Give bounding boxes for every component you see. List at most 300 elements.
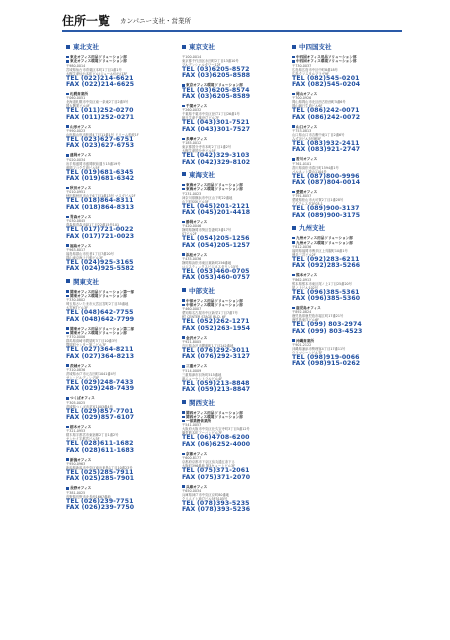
address-line: 熊本県熊本市東区尾ノ上1丁目25番20号: [292, 281, 352, 286]
address-line: クリエイト神戸ビル5F5105号: [182, 496, 228, 501]
address-line: 栃木県宇都宮市東宿郷2丁目1番2号: [66, 433, 119, 438]
telephone-number: TEL (075)371-2061: [182, 467, 250, 475]
fax-number: FAX (076)292-3127: [182, 353, 251, 361]
address-line: 静岡県静岡市葵区吾妻町3番17号: [182, 228, 232, 233]
office-name: 多摩オフィス: [186, 136, 208, 141]
office-name: 愛媛オフィス: [296, 190, 318, 195]
telephone-number: TEL (028)611-1682: [66, 440, 134, 448]
postal-code: 〒060-0051: [66, 96, 86, 101]
address-line: 北海道札幌市中央区南一条東2丁目2番5号: [66, 100, 129, 105]
postal-code: 〒514-0009: [182, 368, 202, 373]
fax-number: FAX (019)681-6342: [66, 175, 135, 183]
telephone-number: TEL (024)925-3165: [66, 258, 134, 266]
square-bullet-icon: [66, 279, 70, 283]
office-name: 千葉オフィス: [186, 104, 208, 109]
office-entry: [66, 290, 181, 323]
address-line: 福島県郡山市長者1丁目7番20号: [66, 251, 114, 256]
fax-number: FAX (048)642-7799: [66, 315, 135, 323]
postal-code: 〒435-0036: [182, 256, 202, 261]
office-name: 兵庫オフィス: [186, 484, 208, 489]
square-bullet-icon: [182, 453, 185, 456]
office-name: 関東オフィス環境ソリューション部: [70, 293, 127, 298]
office-entry: [292, 92, 407, 121]
square-bullet-icon: [66, 364, 69, 367]
address-line: 広島クリスタルプラザ9F: [292, 71, 329, 76]
address-line: 山下町SSKビル5F: [182, 199, 209, 204]
fax-number: FAX (089)900-3175: [292, 211, 361, 219]
address-line: 国大興業ビル4F: [66, 104, 90, 109]
fax-number: FAX (092)283-5266: [292, 262, 361, 270]
office-name: 盛岡オフィス: [70, 153, 92, 158]
square-bullet-icon: [292, 226, 296, 230]
square-bullet-icon: [182, 45, 186, 49]
square-bullet-icon: [66, 290, 69, 293]
address-line: 岡山県岡山市北区西古松西町5番6号: [292, 100, 346, 105]
office-name: 山形オフィス: [70, 124, 92, 129]
office-name: 鹿児島オフィス: [296, 305, 321, 310]
office-entry: [182, 183, 297, 216]
postal-code: 〒892-0824: [292, 310, 312, 315]
address-line: 京都府京都市下京区烏丸通五条下る: [182, 460, 235, 465]
address-line: 神奈川県横浜市中区山下町22番地: [182, 195, 233, 200]
square-bullet-icon: [182, 336, 185, 339]
office-entry: [66, 125, 181, 150]
fax-number: FAX (045)201-4418: [182, 208, 251, 216]
telephone-number: TEL (029)857-7701: [66, 407, 134, 415]
office-name: 関東オフィス用品ソリューション第二部: [70, 326, 135, 331]
telephone-number: TEL (042)329-3103: [182, 152, 250, 160]
fax-number: FAX (03)6205-8588: [182, 72, 251, 80]
office-name: 東海オフィス環境ソリューション部: [186, 187, 243, 192]
region-heading: [66, 277, 181, 286]
office-entry: [66, 425, 181, 454]
office-name: 岡山オフィス: [296, 92, 318, 96]
square-bullet-icon: [66, 458, 69, 461]
address-line: 広島県広島市中区中町8番18号: [292, 67, 338, 72]
square-bullet-icon: [292, 237, 295, 240]
postal-code: 〒980-0014: [66, 63, 86, 68]
square-bullet-icon: [66, 487, 69, 490]
address-line: 東京都千代田区永田町2丁目13番10号: [182, 59, 239, 63]
fax-number: FAX (028)611-1683: [66, 446, 135, 454]
square-bullet-icon: [66, 244, 69, 247]
postal-code: 〒305-0025: [66, 400, 86, 405]
postal-code: 〒020-0034: [66, 157, 86, 162]
office-name: 京都オフィス: [186, 451, 208, 456]
address-line: 大宮MTビル3F: [66, 306, 89, 311]
postal-code: 〒260-0032: [182, 108, 202, 113]
postal-code: 〒321-0953: [66, 429, 86, 434]
address-line: 福岡県福岡市博多区上呉服町10番1号: [292, 248, 348, 253]
address-line: ウラマシーンビル7F: [292, 350, 323, 355]
column-3: [292, 38, 407, 371]
fax-number: FAX (018)864-8313: [66, 203, 135, 211]
postal-code: 〒185-0012: [182, 141, 202, 146]
square-bullet-icon: [66, 93, 69, 96]
region-name: 東北支社: [73, 43, 99, 51]
region-name: 関東支社: [73, 277, 99, 286]
office-entry: [66, 486, 181, 511]
office-name: 関東オフィス環境ソリューション部: [70, 330, 127, 335]
address-line: ロジスティックスビジネスタウン15号: [182, 264, 239, 269]
address-line: 茨城県水戸市元吉田町1041番4号: [66, 371, 117, 376]
address-line: 鹿児島県鹿児島市堀江町17番21号: [292, 314, 344, 319]
square-bullet-icon: [292, 125, 295, 128]
office-entry: [182, 83, 297, 100]
square-bullet-icon: [182, 138, 185, 141]
address-line: 郡山東京海上日動ビル3F: [66, 255, 103, 260]
office-entry: [66, 364, 181, 393]
fax-number: FAX (059)213-8847: [182, 386, 251, 394]
office-name: 中四国オフィス環境ソリューション部: [296, 59, 357, 64]
telephone-number: TEL (087)800-9996: [292, 172, 360, 180]
telephone-number: TEL (083)932-2411: [292, 140, 360, 147]
office-name: 東海オフィス用品ソリューション部: [186, 182, 243, 187]
address-line: 尾ノ上ビル102号: [292, 285, 319, 290]
column-2: [182, 38, 297, 517]
postal-code: 〒730-0037: [292, 63, 312, 68]
telephone-number: TEL (03)6205-8572: [182, 66, 250, 73]
postal-code: 〒812-0036: [292, 244, 312, 249]
postal-code: 〒761-0101: [292, 161, 312, 166]
telephone-number: TEL (096)385-5361: [292, 288, 360, 296]
office-entry: [66, 55, 181, 88]
address-line: パルネット栗山1104号: [292, 169, 327, 174]
address-line: 問屋町センター第二ビル7F: [66, 343, 107, 348]
postal-code: 〒460-0007: [182, 307, 202, 312]
telephone-number: TEL (076)292-3011: [182, 347, 250, 355]
address-line: 東京都国分寺市本町2丁目1番2号: [182, 145, 232, 150]
page-title: 住所一覧: [62, 14, 111, 28]
address-line: 岡山朝日生命ビル6F: [292, 104, 323, 109]
office-entry: [292, 306, 407, 335]
address-line: 秋田県秋田市山王6丁目1番13号 マスダビル2F: [66, 194, 136, 199]
postal-code: 〒231-0023: [182, 191, 202, 196]
fax-number: FAX (086)242-0072: [292, 113, 361, 121]
office-name: 沖縄営業所: [296, 338, 314, 343]
fax-number: FAX (096)385-5360: [292, 294, 361, 302]
postal-code: 〒310-0836: [66, 367, 86, 372]
square-bullet-icon: [292, 191, 295, 194]
office-name: 静岡オフィス: [186, 219, 208, 224]
office-name: 秋田オフィス: [70, 186, 92, 191]
postal-code: 〒330-0802: [66, 298, 86, 303]
telephone-number: TEL (043)301-7521: [182, 119, 250, 127]
office-entry: [292, 55, 407, 88]
office-entry: [182, 364, 297, 393]
office-name: 一部業務営業所: [186, 419, 212, 424]
fax-number: FAX (054)205-1257: [182, 241, 251, 249]
address-line: ヤンセイ宇都宮ビル3F: [66, 437, 100, 442]
fax-number: FAX (083)921-2747: [292, 146, 361, 154]
telephone-number: TEL (022)214-6621: [66, 74, 134, 82]
address-line: 岩手県盛岡市盛岡駅前通り15番19号: [66, 161, 121, 166]
office-entry: [66, 327, 181, 360]
fax-number: FAX (03)6205-8589: [182, 93, 251, 101]
address-line: 群馬県高崎市問屋町3丁目10番3号: [66, 339, 118, 344]
square-bullet-icon: [66, 45, 70, 49]
region-heading: [182, 398, 297, 407]
telephone-number: TEL (054)205-1256: [182, 235, 250, 243]
square-bullet-icon: [182, 420, 185, 423]
postal-code: 〒420-0046: [182, 224, 202, 229]
office-entry: [66, 458, 181, 483]
address-line: 埼玉県さいたま市大宮区宮町2丁目35番地: [66, 302, 129, 307]
square-bullet-icon: [66, 426, 69, 429]
postal-code: 〒381-0025: [66, 490, 86, 495]
square-bullet-icon: [182, 299, 185, 302]
region-heading: [182, 170, 297, 179]
office-name: 栃木オフィス: [70, 425, 92, 430]
square-bullet-icon: [182, 184, 185, 187]
region-name: 中四国支社: [299, 43, 332, 51]
fax-number: FAX (024)925-5582: [66, 265, 135, 273]
fax-number: FAX (098)915-0262: [292, 360, 361, 368]
telephone-number: TEL (026)239-7751: [66, 497, 134, 505]
region-name: 中部支社: [189, 286, 215, 295]
postal-code: 〒010-0951: [66, 190, 86, 195]
address-line: 愛知県名古屋市中区新栄1丁目7番7号: [182, 311, 238, 316]
office-name: 三重オフィス: [186, 364, 208, 369]
office-name: 金沢オフィス: [186, 335, 208, 340]
office-name: 東北オフィス用品ソリューション部: [70, 55, 127, 59]
office-entry: [182, 253, 297, 282]
address-line: 大阪町396番地 第3キョートビル3F: [182, 464, 235, 469]
office-entry: [182, 104, 297, 133]
fax-number: FAX (053)460-0757: [182, 274, 251, 282]
telephone-number: TEL (027)364-8211: [66, 346, 134, 354]
telephone-number: TEL (048)642-7755: [66, 309, 134, 317]
square-bullet-icon: [66, 397, 69, 400]
fax-number: FAX (052)263-1954: [182, 324, 251, 332]
address-line: 静岡県浜松市東区薬新町256番地: [182, 260, 232, 265]
office-name: 熊本オフィス: [296, 273, 318, 278]
postal-code: 〒541-0057: [182, 423, 202, 428]
office-entry: [66, 92, 181, 121]
office-entry: [292, 157, 407, 186]
postal-code: 〒753-0813: [292, 129, 312, 133]
telephone-number: TEL (086)242-0071: [292, 107, 360, 115]
address-line: プルデンシャルタワー12F: [182, 63, 221, 67]
address-line: 朝日生命千葉登戸ビル7F: [182, 116, 219, 121]
office-name: 浜松オフィス: [186, 252, 208, 257]
square-bullet-icon: [182, 400, 186, 404]
office-entry: [182, 55, 297, 80]
office-entry: [182, 220, 297, 249]
region-name: 東海支社: [189, 170, 215, 179]
fax-number: FAX (06)6252-4000: [182, 440, 251, 448]
office-entry: [182, 485, 297, 514]
address-line: 新潟県新潟市中央区南出来島1丁目10番23号: [66, 466, 133, 471]
square-bullet-icon: [66, 125, 69, 128]
square-bullet-icon: [66, 327, 69, 330]
address-line: 鹿児島東洋ビル6F: [292, 318, 320, 323]
fax-number: FAX (022)214-6625: [66, 81, 135, 88]
fax-number: FAX (029)857-6107: [66, 414, 135, 422]
office-name: 東京オフィス環境ソリューション部: [186, 83, 243, 88]
fax-number: FAX (017)721-0023: [66, 232, 135, 240]
office-entry: [292, 190, 407, 219]
telephone-number: TEL (092)283-6211: [292, 255, 360, 263]
office-name: 九州オフィス用品ソリューション部: [296, 236, 353, 241]
telephone-number: TEL (099) 803-2974: [292, 321, 362, 329]
square-bullet-icon: [292, 158, 295, 161]
square-bullet-icon: [66, 154, 69, 157]
fax-number: FAX (029)248-7439: [66, 385, 135, 393]
office-name: 新潟オフィス: [70, 457, 92, 462]
address-line: サン・ビルディング5F: [66, 375, 100, 380]
region-name: 関西支社: [189, 398, 215, 407]
office-name: 香川オフィス: [296, 157, 318, 162]
fax-number: FAX (043)301-7527: [182, 125, 251, 133]
square-bullet-icon: [182, 304, 185, 307]
office-name: 青森オフィス: [70, 214, 92, 219]
fax-number: FAX (087)804-0014: [292, 179, 361, 187]
office-name: 長野オフィス: [70, 486, 92, 491]
square-bullet-icon: [66, 56, 69, 59]
fax-number: FAX (075)371-2070: [182, 473, 251, 481]
fax-number: FAX (023)627-6753: [66, 142, 135, 150]
postal-code: 〒700-0926: [292, 96, 312, 101]
fax-number: FAX (011)252-0271: [66, 113, 135, 121]
address-line: 長野県長野市北長池1667番地: [66, 494, 111, 499]
fax-number: FAX (099) 803-4523: [292, 327, 363, 335]
square-bullet-icon: [292, 60, 295, 63]
office-name: つくばオフィス: [70, 396, 95, 401]
column-1: [66, 38, 181, 515]
office-entry: [182, 411, 297, 449]
office-name: 九州オフィス環境ソリューション部: [296, 240, 353, 245]
region-heading: [66, 42, 181, 51]
address-line: 御堂筋本町アーバンビル7F: [182, 431, 222, 436]
square-bullet-icon: [182, 188, 185, 191]
telephone-number: TEL (045)201-2121: [182, 202, 250, 210]
telephone-number: TEL (089)900-3137: [292, 205, 360, 213]
telephone-number: TEL (03)6205-8574: [182, 86, 250, 94]
fax-number: FAX (025)285-7901: [66, 475, 135, 483]
square-bullet-icon: [292, 307, 295, 310]
square-bullet-icon: [292, 45, 296, 49]
office-name: 山口オフィス: [296, 124, 318, 129]
address-line: みずほビル3号館5F: [292, 137, 322, 141]
office-name: 茨城オフィス: [70, 363, 92, 368]
square-bullet-icon: [182, 172, 186, 176]
page-header: [62, 6, 402, 32]
square-bullet-icon: [182, 221, 185, 224]
address-line: 千葉県千葉市中央区登戸1丁目26番1号: [182, 112, 240, 117]
square-bullet-icon: [182, 365, 185, 368]
telephone-number: TEL (082)545-0201: [292, 74, 360, 82]
telephone-number: TEL (018)864-8311: [66, 197, 134, 205]
address-line: 沖縄県浦添市勢理客4丁目17番11号: [292, 346, 346, 351]
square-bullet-icon: [66, 216, 69, 219]
office-name: 東北オフィス環境ソリューション部: [70, 59, 127, 64]
office-name: 札幌営業所: [70, 92, 88, 96]
address-line: 山口県山口市吉敷中東1丁目2番6号: [292, 133, 345, 137]
address-line: 大阪府大阪市中央区北久宝寺町3丁目5番12号: [182, 427, 250, 432]
telephone-number: TEL (029)248-7433: [66, 378, 134, 386]
fax-number: FAX (027)364-8213: [66, 352, 135, 360]
postal-code: 〒650-0034: [182, 488, 202, 493]
square-bullet-icon: [292, 339, 295, 342]
square-bullet-icon: [292, 241, 295, 244]
square-bullet-icon: [66, 60, 69, 63]
office-entry: [182, 336, 297, 361]
office-name: 関西オフィス用品ソリューション部: [186, 410, 243, 415]
square-bullet-icon: [292, 93, 295, 96]
address-line: 宮城県仙台市青葉区本町1丁目1番1号: [66, 67, 122, 72]
telephone-number: TEL (017)721-0022: [66, 226, 134, 234]
telephone-number: TEL (06)4708-6200: [182, 434, 250, 442]
address-line: アイテムスタ2F03-1: [292, 202, 323, 207]
square-bullet-icon: [182, 253, 185, 256]
address-line: 兵庫県神戸市中央区京町80番地: [182, 492, 230, 497]
fax-number: FAX (026)239-7750: [66, 504, 135, 512]
postal-code: 〒030-0845: [66, 219, 86, 224]
square-bullet-icon: [292, 56, 295, 59]
office-name: 関西オフィス環境ソリューション部: [186, 414, 243, 419]
address-line: RT CENTER STAGE BLD. 6F: [182, 315, 226, 320]
postal-code: 〒901-2122: [292, 342, 312, 347]
postal-code: 〒600-8177: [182, 456, 202, 461]
postal-code: 〒100-0014: [182, 55, 202, 59]
office-name: 中部オフィス用品ソリューション部: [186, 298, 243, 303]
address-line: 茨城県つくば市花室1003番4号: [66, 404, 113, 409]
telephone-number: TEL (059)213-8848: [182, 379, 250, 387]
postal-code: 〒990-0023: [66, 129, 86, 133]
office-entry: [182, 299, 297, 332]
office-entry: [66, 244, 181, 273]
postal-code: 〒950-0963: [66, 462, 86, 467]
fax-number: FAX (082)545-0204: [292, 81, 361, 88]
office-entry: [292, 125, 407, 154]
square-bullet-icon: [182, 485, 185, 488]
square-bullet-icon: [66, 295, 69, 298]
address-line: 大樹生命仙台本町ビル(ジュール仙台)13F: [66, 71, 128, 76]
fax-number: FAX (042)329-8102: [182, 158, 251, 166]
office-entry: [292, 236, 407, 269]
address-line: 石川県金沢市間明町1丁目242番地: [182, 344, 234, 349]
address-line: STビル2F: [182, 232, 197, 237]
telephone-number: TEL (078)393-5235: [182, 499, 250, 507]
address-line: 博多三井ビル2F: [292, 252, 316, 257]
office-entry: [182, 137, 297, 166]
region-heading: [182, 286, 297, 295]
telephone-number: TEL (052)262-1271: [182, 318, 250, 326]
region-name: 東京支社: [189, 43, 215, 51]
telephone-number: TEL (011)252-0270: [66, 107, 134, 115]
office-name: 中四国オフィス用品ソリューション部: [296, 55, 357, 59]
telephone-number: TEL (053)460-0705: [182, 267, 250, 275]
address-line: 愛媛県松山市大可賀2丁目1番28号: [292, 198, 344, 203]
office-name: 中部オフィス環境ソリューション部: [186, 303, 243, 308]
address-line: 青森県青森市緑1丁目22番15号101: [66, 223, 120, 228]
postal-code: 〒370-0006: [66, 335, 86, 340]
postal-code: 〒791-8057: [292, 194, 312, 199]
office-entry: [66, 215, 181, 240]
telephone-number: TEL (023)627-6751: [66, 136, 134, 143]
square-bullet-icon: [182, 288, 186, 292]
square-bullet-icon: [66, 332, 69, 335]
telephone-number: TEL (098)919-0066: [292, 353, 360, 361]
square-bullet-icon: [182, 416, 185, 419]
address-line: 盛岡フコク生命ビル5F: [66, 165, 100, 170]
address-line: 津ニューセントラルビル4F: [182, 376, 223, 381]
telephone-number: TEL (025)285-7911: [66, 469, 134, 477]
square-bullet-icon: [182, 105, 185, 108]
office-name: 関東オフィス用品ソリューション第一部: [70, 289, 135, 294]
page-subtitle: カンパニー支社・営業所: [120, 17, 192, 25]
